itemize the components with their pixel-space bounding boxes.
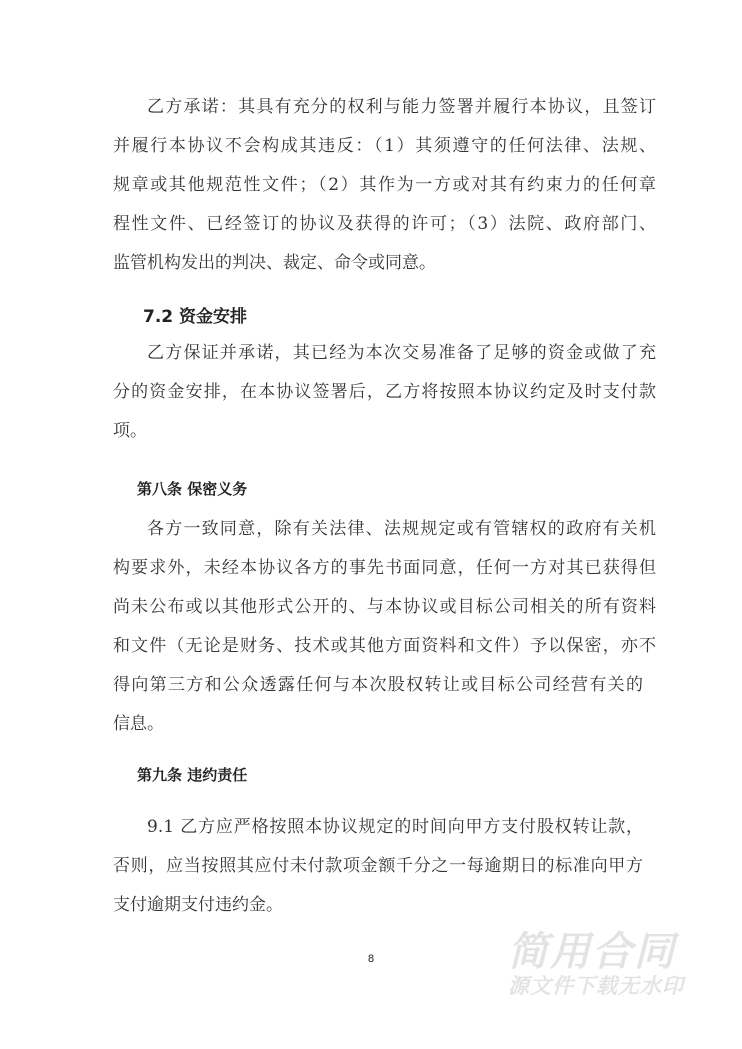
- text-line: 支付逾期支付违约金。: [113, 895, 283, 915]
- paragraph-liability: [113, 808, 656, 925]
- page-number: 8: [367, 953, 375, 965]
- text-line: 9.1 乙方应严格按照本协议规定的时间向甲方支付股权转让款，: [147, 817, 643, 837]
- text-line: 乙方保证并承诺，其已经为本次交易准备了足够的资金或做了充: [147, 343, 656, 363]
- text-line: 信息。: [113, 714, 164, 734]
- text-line: 监管机构发出的判决、裁定、命令或同意。: [113, 253, 436, 273]
- watermark-caption: 源文件下载无水印: [508, 974, 684, 998]
- paragraph-funding: [113, 334, 656, 451]
- text-line: 分的资金安排，在本协议签署后，乙方将按照本协议约定及时支付款: [113, 382, 656, 402]
- text-line: 否则，应当按照其应付未付款项金额千分之一每逾期日的标准向甲方: [113, 856, 643, 876]
- text-line: 乙方承诺：其具有充分的权利与能力签署并履行本协议，且签订: [147, 97, 656, 117]
- text-line: 和文件（无论是财务、技术或其他方面资料和文件）予以保密，亦不: [113, 636, 656, 656]
- article-heading-9: 第九条 违约责任: [137, 766, 248, 784]
- text-line: 并履行本协议不会构成其违反：（1）其须遵守的任何法律、法规、: [113, 136, 656, 156]
- text-line: 构要求外，未经本协议各方的事先书面同意，任何一方对其已获得但: [113, 558, 656, 578]
- paragraph-confidentiality: [113, 510, 656, 744]
- text-line: 尚未公布或以其他形式公开的、与本协议或目标公司相关的所有资料: [113, 597, 656, 617]
- text-line: 程性文件、已经签订的协议及获得的许可；（3）法院、政府部门、: [113, 214, 656, 234]
- text-line: 得向第三方和公众透露任何与本次股权转让或目标公司经营有关的: [113, 675, 643, 695]
- section-heading-7-2: 7.2 资金安排: [143, 307, 248, 327]
- text-line: 项。: [113, 421, 147, 441]
- article-heading-8: 第八条 保密义务: [137, 480, 248, 498]
- paragraph-commitment: [113, 88, 656, 283]
- text-line: 各方一致同意，除有关法律、法规规定或有管辖权的政府有关机: [147, 519, 656, 539]
- watermark-logo: 简用合同: [508, 929, 676, 975]
- text-line: 规章或其他规范性文件；（2）其作为一方或对其有约束力的任何章: [113, 175, 656, 195]
